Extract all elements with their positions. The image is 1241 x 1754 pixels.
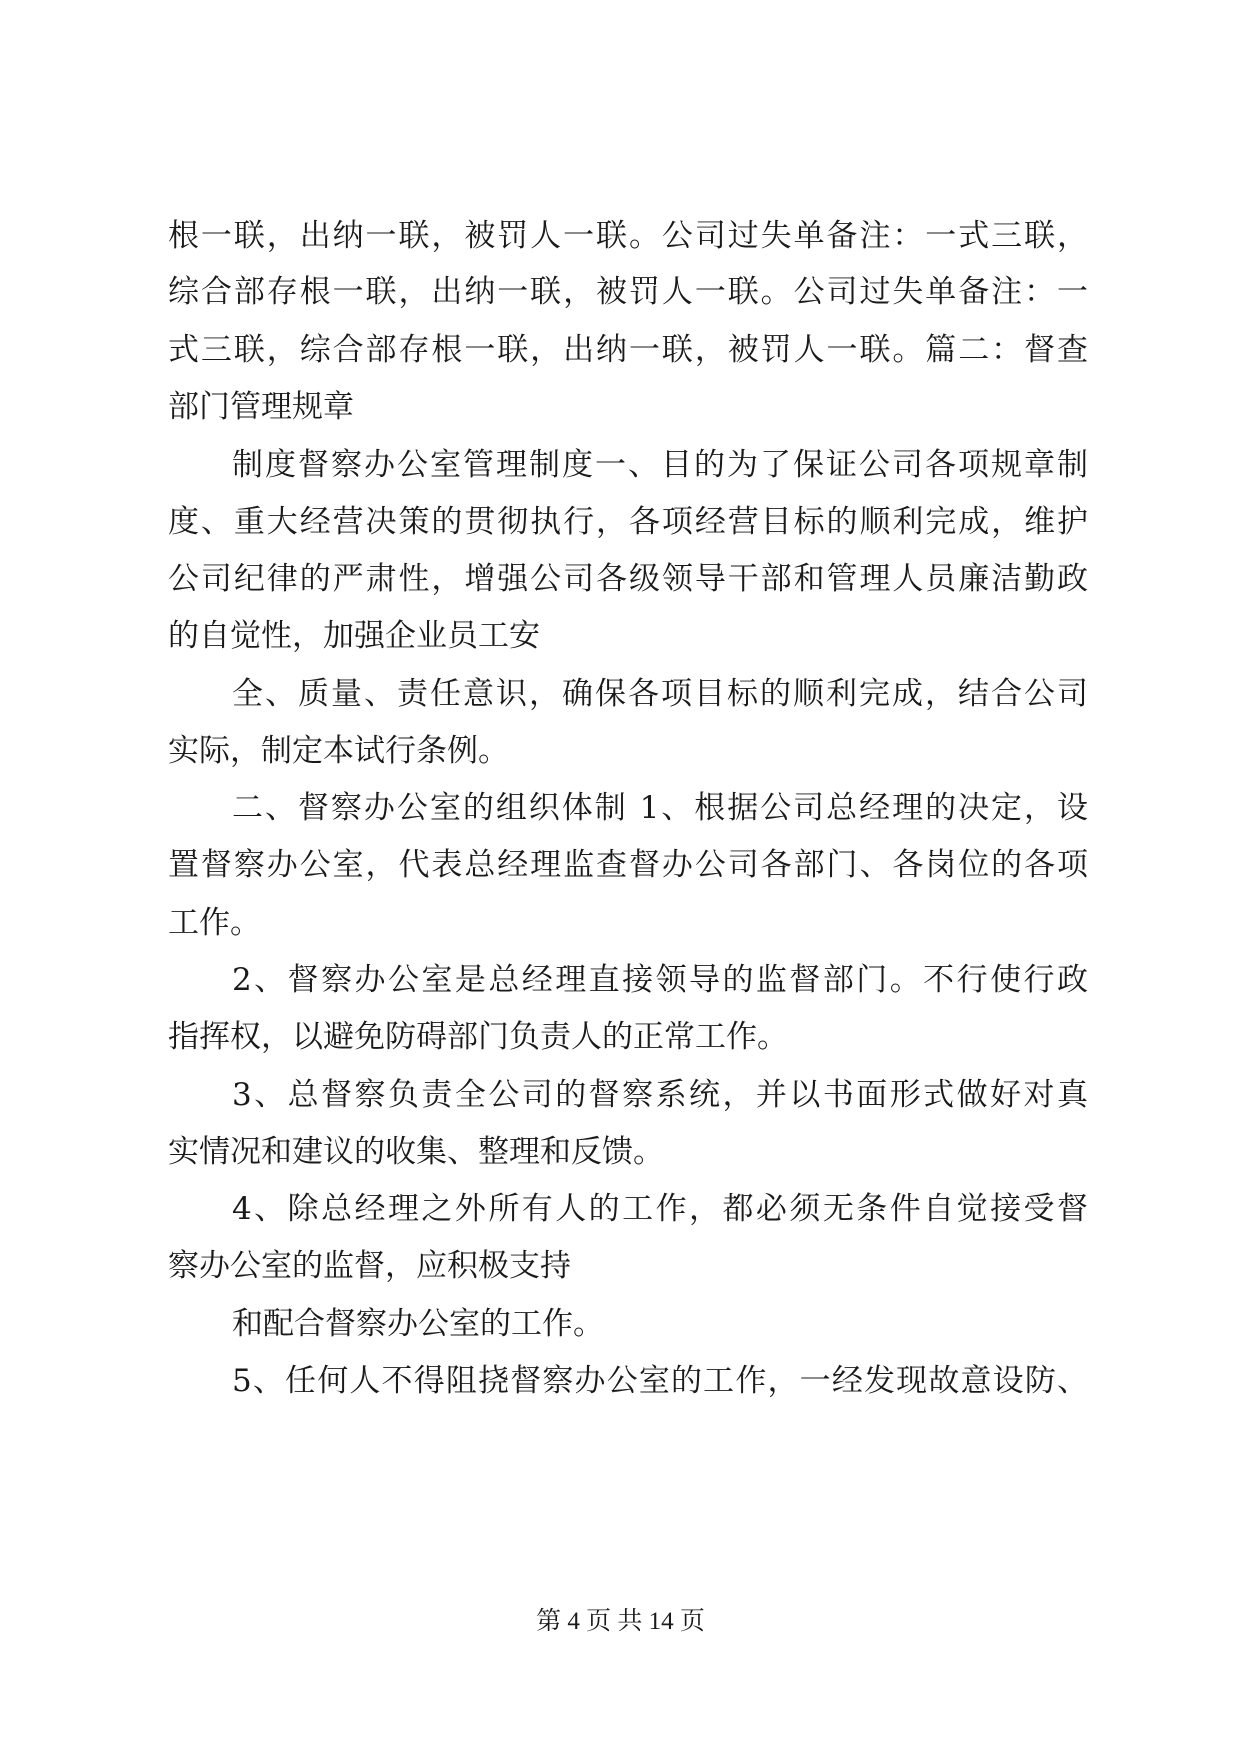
paragraph-first-line: 5、任何人不得阻挠督察办公室的工作，一经发现故意设防、 xyxy=(232,1363,1088,1399)
text-line: 式三联，综合部存根一联，出纳一联，被罚人一联。篇二：督查 xyxy=(168,332,1088,368)
text-line: 工作。 xyxy=(168,905,261,941)
text-line: 实情况和建议的收集、整理和反馈。 xyxy=(168,1134,664,1170)
text-line: 的自觉性，加强企业员工安 xyxy=(168,618,540,654)
text-line: 综合部存根一联，出纳一联，被罚人一联。公司过失单备注：一 xyxy=(168,274,1088,310)
text-line: 实际，制定本试行条例。 xyxy=(168,733,509,769)
text-line: 察办公室的监督，应积极支持 xyxy=(168,1248,571,1284)
text-line: 根一联，出纳一联，被罚人一联。公司过失单备注：一式三联， xyxy=(168,218,1088,254)
text-line: 公司纪律的严肃性，增强公司各级领导干部和管理人员廉洁勤政 xyxy=(168,561,1088,597)
text-line: 部门管理规章 xyxy=(168,389,354,425)
text-line: 度、重大经营决策的贯彻执行，各项经营目标的顺利完成，维护 xyxy=(168,504,1088,540)
text-line: 置督察办公室，代表总经理监查督办公司各部门、各岗位的各项 xyxy=(168,847,1088,883)
paragraph-first-line: 全、质量、责任意识，确保各项目标的顺利完成，结合公司 xyxy=(232,676,1088,712)
paragraph-first-line: 和配合督察办公室的工作。 xyxy=(232,1306,604,1342)
paragraph-first-line: 制度督察办公室管理制度一、目的为了保证公司各项规章制 xyxy=(232,447,1088,483)
paragraph-first-line: 二、督察办公室的组织体制 1、根据公司总经理的决定，设 xyxy=(232,790,1088,826)
paragraph-first-line: 4、除总经理之外所有人的工作，都必须无条件自觉接受督 xyxy=(232,1191,1088,1227)
paragraph-first-line: 3、总督察负责全公司的督察系统，并以书面形式做好对真 xyxy=(232,1077,1088,1113)
paragraph-first-line: 2、督察办公室是总经理直接领导的监督部门。不行使行政 xyxy=(232,962,1088,998)
text-line: 指挥权，以避免防碍部门负责人的正常工作。 xyxy=(168,1019,788,1055)
page-number-footer: 第 4 页 共 14 页 xyxy=(536,1608,705,1635)
